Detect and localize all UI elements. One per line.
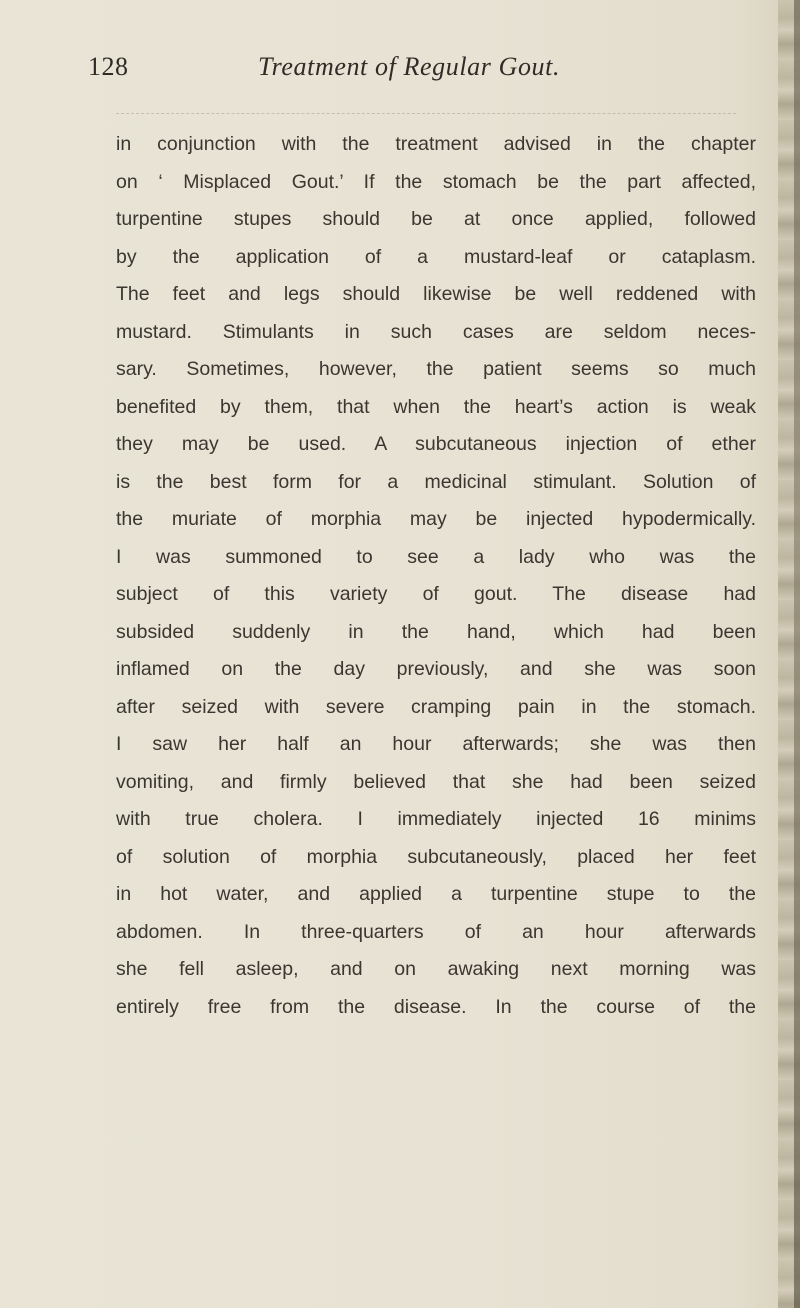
page-edge-binding xyxy=(794,0,800,1308)
text-line: turpentine stupes should be at once applied, followed xyxy=(116,208,756,230)
text-line: in conjunction with the treatment advised in the chapter xyxy=(116,133,756,155)
text-line: is the best form for a medicinal stimulant. Solution of xyxy=(116,470,756,493)
text-line: abdomen. In three-quarters of an hour afterwards xyxy=(116,920,756,943)
text-line: she fell asleep, and on awaking next morning was xyxy=(116,958,756,980)
text-line: in hot water, and applied a turpentine stupe to the xyxy=(116,883,756,905)
text-line: on ‘ Misplaced Gout.’ If the stomach be the part affected, xyxy=(116,170,756,193)
text-line: subject of this variety of gout. The disease had xyxy=(116,583,756,605)
header-rule xyxy=(116,113,736,114)
text-line: I was summoned to see a lady who was the xyxy=(116,545,756,568)
body-text xyxy=(116,126,756,1026)
text-line: benefited by them, that when the heart’s action is weak xyxy=(116,395,756,418)
text-line: after seized with severe cramping pain in the stomach. xyxy=(116,695,756,718)
text-line: mustard. Stimulants in such cases are seldom neces- xyxy=(116,320,756,343)
text-line: sary. Sometimes, however, the patient seems so much xyxy=(116,358,756,380)
text-line: subsided suddenly in the hand, which had been xyxy=(116,620,756,643)
text-line: with true cholera. I immediately injected 16 minims xyxy=(116,808,756,830)
text-line: The feet and legs should likewise be well reddened with xyxy=(116,283,756,305)
page-number: 128 xyxy=(88,52,129,81)
text-line: inflamed on the day previously, and she was soon xyxy=(116,658,756,680)
running-title: Treatment of Regular Gout. xyxy=(258,52,561,81)
text-line: of solution of morphia subcutaneously, placed her feet xyxy=(116,845,756,868)
text-line: by the application of a mustard-leaf or cataplasm. xyxy=(116,245,756,268)
text-line: they may be used. A subcutaneous injection of ether xyxy=(116,433,756,455)
text-line: entirely free from the disease. In the course of the xyxy=(116,995,756,1018)
running-head xyxy=(88,52,728,92)
text-line: the muriate of morphia may be injected hypodermically. xyxy=(116,508,756,530)
text-line: vomiting, and firmly believed that she had been seized xyxy=(116,770,756,793)
text-line: I saw her half an hour afterwards; she was then xyxy=(116,733,756,755)
